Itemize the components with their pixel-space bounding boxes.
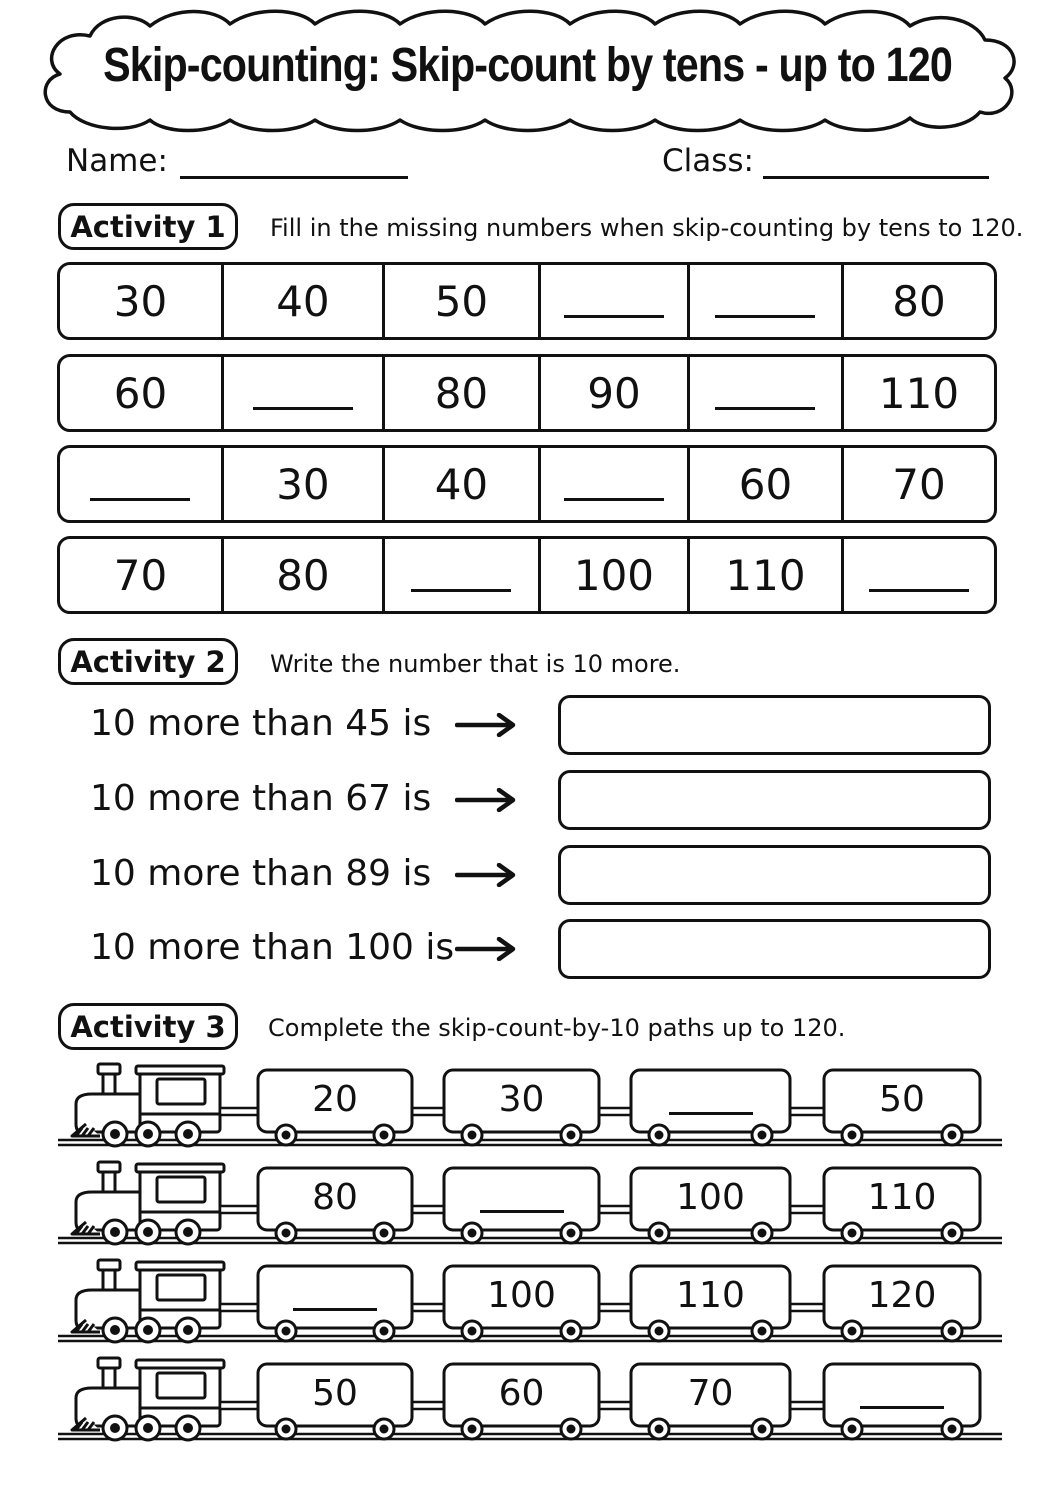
blank-car-answer[interactable] <box>293 1308 377 1311</box>
car-number: 20 <box>312 1079 358 1120</box>
number-value: 60 <box>113 368 168 418</box>
locomotive-icon <box>72 1162 224 1244</box>
coupler <box>790 1108 824 1115</box>
blank-line <box>564 315 664 318</box>
car-number: 50 <box>879 1079 925 1120</box>
number-value: 50 <box>434 276 489 326</box>
coupler <box>220 1108 258 1115</box>
number-cell <box>385 265 541 337</box>
car-number: 100 <box>487 1275 556 1316</box>
number-value: 100 <box>573 550 655 600</box>
activity-2-tag: Activity 2 <box>58 638 238 685</box>
number-cell <box>385 357 541 429</box>
coupler <box>599 1304 631 1311</box>
right-arrow-icon <box>455 788 517 812</box>
blank-line <box>253 407 353 410</box>
locomotive-icon <box>72 1358 224 1440</box>
number-cell <box>60 539 224 611</box>
number-cell <box>541 357 690 429</box>
train-path <box>0 1160 1055 1255</box>
number-value: 30 <box>276 459 330 509</box>
answer-box[interactable] <box>558 845 991 905</box>
locomotive-icon <box>72 1260 224 1342</box>
grid-row <box>57 445 997 523</box>
coupler <box>412 1304 444 1311</box>
blank-line <box>715 407 815 410</box>
coupler <box>790 1304 824 1311</box>
blank-answer-cell[interactable] <box>60 448 224 520</box>
number-cell <box>60 265 224 337</box>
number-cell <box>541 539 690 611</box>
number-value: 110 <box>725 550 806 600</box>
number-cell <box>690 539 844 611</box>
coupler <box>220 1304 258 1311</box>
train-car <box>631 1070 790 1145</box>
coupler <box>220 1402 258 1409</box>
blank-answer-cell[interactable] <box>690 357 844 429</box>
train-path <box>0 1062 1055 1157</box>
number-cell <box>844 448 994 520</box>
coupler <box>412 1108 444 1115</box>
blank-car-answer[interactable] <box>669 1112 753 1115</box>
blank-answer-cell[interactable] <box>690 265 844 337</box>
name-field[interactable] <box>180 176 408 179</box>
blank-answer-cell[interactable] <box>541 448 690 520</box>
train-car <box>258 1266 412 1341</box>
answer-box[interactable] <box>558 770 991 830</box>
blank-car-answer[interactable] <box>860 1406 944 1409</box>
car-number: 30 <box>498 1079 545 1120</box>
right-arrow-icon <box>455 863 517 887</box>
number-value: 40 <box>276 276 330 326</box>
right-arrow-icon <box>455 937 517 961</box>
number-cell <box>690 448 844 520</box>
car-number: 100 <box>676 1177 745 1218</box>
number-value: 90 <box>587 368 641 418</box>
number-value: 80 <box>434 368 489 418</box>
number-cell <box>844 265 994 337</box>
number-cell <box>224 448 385 520</box>
class-field[interactable] <box>763 176 989 179</box>
number-value: 70 <box>113 550 168 600</box>
number-value: 80 <box>276 550 330 600</box>
coupler <box>220 1206 258 1213</box>
answer-box[interactable] <box>558 919 991 979</box>
train-path <box>0 1356 1055 1451</box>
blank-line <box>90 498 190 501</box>
page-title: Skip-counting: Skip-count by tens - up to 120 <box>103 39 952 92</box>
train-car <box>824 1364 980 1439</box>
blank-car-answer[interactable] <box>480 1210 564 1213</box>
name-label: Name: <box>66 143 168 179</box>
activity-2-instruction: Write the number that is 10 more. <box>270 650 681 678</box>
number-value: 30 <box>113 276 168 326</box>
ten-more-prompt: 10 more than 100 is <box>90 927 455 968</box>
activity-1-instruction: Fill in the missing numbers when skip-counting by tens to 120. <box>270 214 1024 242</box>
train-path <box>0 1258 1055 1353</box>
coupler <box>599 1402 631 1409</box>
grid-row <box>57 354 997 432</box>
ten-more-prompt: 10 more than 45 is <box>90 703 432 744</box>
blank-line <box>564 498 664 501</box>
ten-more-prompt: 10 more than 67 is <box>90 778 432 819</box>
locomotive-icon <box>72 1064 224 1146</box>
number-value: 110 <box>878 368 960 418</box>
number-value: 80 <box>892 276 946 326</box>
grid-row <box>57 536 997 614</box>
number-cell <box>844 357 994 429</box>
car-number: 80 <box>312 1177 358 1218</box>
blank-line <box>715 315 815 318</box>
activity-3-instruction: Complete the skip-count-by-10 paths up to 120. <box>268 1014 846 1042</box>
answer-box[interactable] <box>558 695 991 755</box>
ten-more-prompt: 10 more than 89 is <box>90 853 432 894</box>
coupler <box>790 1402 824 1409</box>
blank-answer-cell[interactable] <box>541 265 690 337</box>
number-cell <box>224 265 385 337</box>
blank-answer-cell[interactable] <box>224 357 385 429</box>
grid-row <box>57 262 997 340</box>
number-value: 40 <box>434 459 489 509</box>
car-number: 110 <box>867 1177 937 1218</box>
coupler <box>599 1206 631 1213</box>
car-number: 120 <box>867 1275 937 1316</box>
number-cell <box>385 448 541 520</box>
blank-line <box>869 589 969 592</box>
coupler <box>412 1402 444 1409</box>
car-number: 60 <box>498 1373 545 1414</box>
activity-3-tag: Activity 3 <box>58 1003 238 1050</box>
class-label: Class: <box>662 143 755 179</box>
coupler <box>599 1108 631 1115</box>
number-value: 70 <box>892 459 946 509</box>
train-car <box>444 1168 599 1243</box>
car-number: 70 <box>687 1373 734 1414</box>
blank-line <box>411 589 511 592</box>
activity-1-tag: Activity 1 <box>58 203 238 250</box>
coupler <box>790 1206 824 1213</box>
number-value: 60 <box>738 459 793 509</box>
blank-answer-cell[interactable] <box>844 539 994 611</box>
blank-answer-cell[interactable] <box>385 539 541 611</box>
car-number: 50 <box>312 1373 358 1414</box>
right-arrow-icon <box>455 713 517 737</box>
number-cell <box>224 539 385 611</box>
coupler <box>412 1206 444 1213</box>
number-cell <box>60 357 224 429</box>
car-number: 110 <box>676 1275 745 1316</box>
